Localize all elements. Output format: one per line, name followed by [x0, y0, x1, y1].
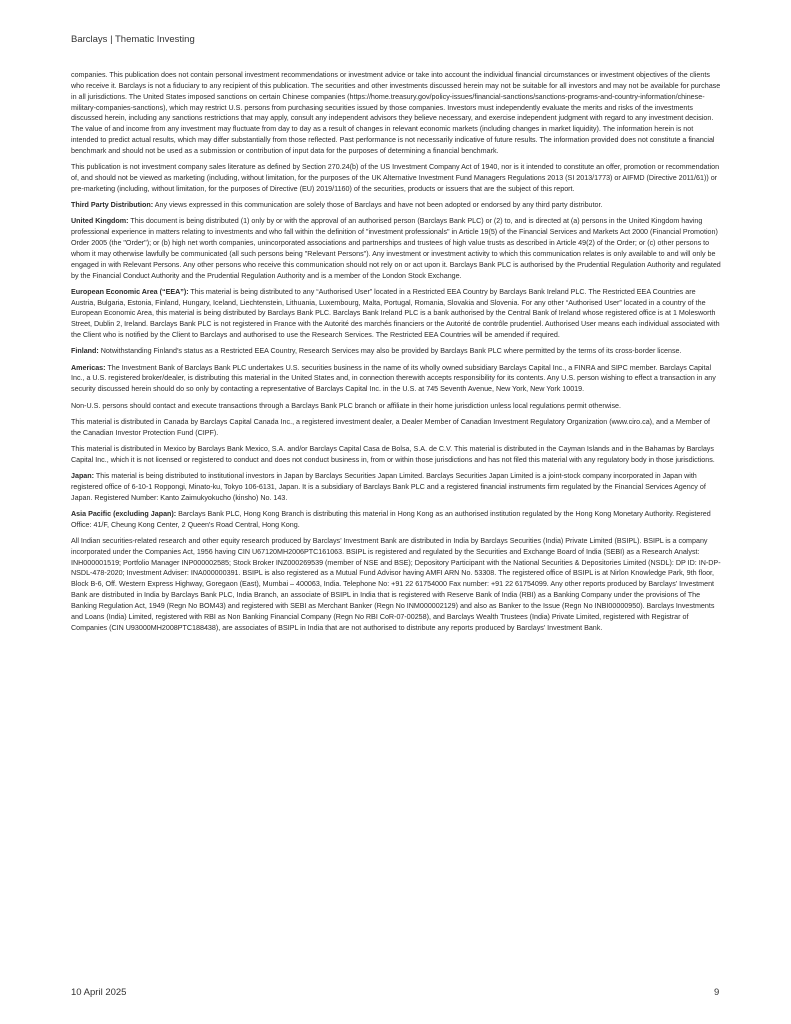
page-number: 9 — [714, 987, 720, 998]
paragraph-text: This material is distributed in Canada by Barclays Capital Canada Inc., a registered investment dealer, a Dealer Member of Canadian Investment Regulatory Organization (www.ciro.ca), and a Member of the Canadian Investor Protection Fund (CIPF). — [71, 417, 710, 437]
paragraph-non-us — [71, 401, 721, 412]
paragraph-third-party — [71, 200, 721, 211]
paragraph-text: companies. This publication does not contain personal investment recommendations or investment advice or take into account the individual financial circumstances or investment objectives of the clients who receive it. Barclays is not a fiduciary to any recipient of this publication. The securities and other investments discussed herein may not be suitable for all investors and may not be available for purchase in all jurisdictions. The United States imposed sanctions on certain Chinese companies (https://home.treasury.gov/policy-issues/financial-sanctions/sanctions-programs-and-country-information/chinese-military-companies-sanctions), which may restrict U.S. persons from purchasing securities issued by those companies. Investors must independently evaluate the merits and risks of the investments discussed herein, including any sanctions restrictions that may apply, consult any independent advisors they believe necessary, and exercise independent judgment with regard to any investment decision. The value of and income from any investment may fluctuate from day to day as a result of changes in relevant economic markets (including changes in market liquidity). The information herein is not intended to predict actual results, which may differ substantially from those reflected. Past performance is not necessarily indicative of future results. The information provided does not constitute a financial benchmark and should not be used as a submission or contribution of input data for the purposes of determining a financial benchmark. — [71, 71, 721, 155]
paragraph-label: Finland: — [71, 347, 99, 356]
paragraph-americas — [71, 363, 721, 396]
paragraph-text: Non-U.S. persons should contact and execute transactions through a Barclays Bank PLC branch or affiliate in their home jurisdiction unless local regulations permit otherwise. — [71, 401, 621, 410]
paragraph-sales-literature — [71, 162, 721, 195]
paragraph-japan — [71, 471, 721, 504]
paragraph-asia-pacific — [71, 509, 721, 531]
paragraph-label: Third Party Distribution: — [71, 201, 154, 210]
paragraph-mexico — [71, 444, 721, 466]
paragraph-text: This publication is not investment company sales literature as defined by Section 270.24(b) of the US Investment Company Act of 1940, nor is it intended to constitute an offer, promotion or recommendation of, and should not be viewed as marketing (including, without limitation, for the purposes of the UK Alternative Investment Fund Managers Regulations 2013 (SI 2013/1773) or AIFMD (Directive 2011/61)) or pre-marketing (including, without limitation, for the purposes of Directive (EU) 2019/1160) of the securities, products or issuers that are the subject of this report. — [71, 163, 720, 193]
disclaimer-body — [71, 70, 721, 639]
paragraph-label: Asia Pacific (excluding Japan): — [71, 509, 177, 518]
paragraph-text: All Indian securities-related research and other equity research produced by Barclays’ Investment Bank are distributed in India by Barclays Securities (India) Private Limited (BSIPL). BSIPL is a company incorporated under the Companies Act, 1956 having CIN U67120MH2006PTC161063. BSIPL is registered and regulated by the Securities and Exchange Board of India (SEBI) as a Research Analyst: INH000001519; Portfolio Manager INP000002585; Stock Broker INZ000269539 (member of NSE and BSE); Depository Participant with the National Securities & Depositories Limited (NSDL): DP ID: IN-DP-NSDL-478-2020; Investment Adviser: INA000000391. BSIPL is also registered as a Mutual Fund Advisor having AMFI ARN No. 53308. The registered office of BSIPL is at Nirlon Knowledge Park, 9th floor, Block B-6, Off. Western Express Highway, Goregaon (East), Mumbai – 400063, India. Telephone No: +91 22 61754000 Fax number: +91 22 61754099. Any other reports produced by Barclays’ Investment Bank are distributed in India by Barclays Bank PLC, India Branch, an associate of BSIPL in India that is registered with Reserve Bank of India (RBI) as a Banking Company under the provisions of The Banking Regulation Act, 1949 (Regn No BOM43) and registered with SEBI as Merchant Banker (Regn No INM000002129) and also as Banker to the Issue (Regn No INBI00000950). Barclays Investments and Loans (India) Limited, registered with RBI as Non Banking Financial Company (Regn No RBI CoR-07-00258), and Barclays Wealth Trustees (India) Private Limited, registered with Registrar of Companies (CIN U93000MH2008PTC188438), are associates of BSIPL in India that are not authorised to distribute any reports produced by Barclays’ Investment Bank. — [71, 536, 721, 632]
paragraph-text: This material is being distributed to any “Authorised User” located in a Restricted EEA Country by Barclays Bank Ireland PLC. The Restricted EEA Countries are Austria, Bulgaria, Estonia, Finland, Hungary, Iceland, Liechtenstein, Lithuania, Luxembourg, Malta, Portugal, Romania, Slovakia and Slovenia. For any other “Authorised User” located in a country of the European Economic Area, this material is being distributed by Barclays Bank PLC. Barclays Bank Ireland PLC is a bank authorised by the Central Bank of Ireland whose registered office is at 1 Molesworth Street, Dublin 2, Ireland. Barclays Bank PLC is not registered in France with the Autorité des marchés financiers or the Autorité de contrôle prudentiel. Authorised User means each individual associated with the Client who is notified by the Client to Barclays and authorised to use the Research Services. The Restricted EEA Countries will be amended if required. — [71, 287, 720, 340]
paragraph-text: The Investment Bank of Barclays Bank PLC undertakes U.S. securities business in the name of its wholly owned subsidiary Barclays Capital Inc., a FINRA and SIPC member. Barclays Capital Inc., a U.S. registered broker/dealer, is distributing this material in the United States and, in connection therewith accepts responsibility for its contents. Any U.S. person wishing to effect a transaction in any security discussed herein should do so only by contacting a representative of Barclays Capital Inc. in the U.S. at 745 Seventh Avenue, New York, New York 10019. — [71, 363, 716, 394]
paragraph-finland — [71, 346, 721, 357]
footer-date: 10 April 2025 — [71, 987, 127, 998]
paragraph-text: This document is being distributed (1) only by or with the approval of an authorised person (Barclays Bank PLC) or (2) to, and is directed at (a) persons in the United Kingdom having professional experience in matters relating to investments and who fall within the definition of "investment professionals" in Article 19(5) of the Financial Services and Markets Act 2000 (Financial Promotion) Order 2005 (the "Order"); or (b) high net worth companies, unincorporated associations and partnerships and trustees of high value trusts as described in Article 49(2) of the Order; or (c) other persons to whom it may otherwise lawfully be communicated (all such persons being "Relevant Persons"). Any investment or investment activity to which this communication relates is only available to and will only be engaged in with Relevant Persons. Any other persons who receive this communication should not rely on or act upon it. Barclays Bank PLC is authorised by the Prudential Regulation Authority and regulated by the Financial Conduct Authority and the Prudential Regulation Authority and is a member of the London Stock Exchange. — [71, 217, 721, 280]
paragraph-label: Americas: — [71, 363, 106, 372]
paragraph-label: United Kingdom: — [71, 217, 129, 226]
paragraph-eea — [71, 287, 721, 341]
paragraph-united-kingdom — [71, 216, 721, 281]
paragraph-canada — [71, 417, 721, 439]
paragraph-label: Japan: — [71, 471, 95, 480]
paragraph-india — [71, 536, 721, 634]
page-header: Barclays | Thematic Investing — [71, 34, 195, 45]
paragraph-text: This material is being distributed to institutional investors in Japan by Barclays Securities Japan Limited. Barclays Securities Japan Limited is a joint-stock company incorporated in Japan with registered office of 6-10-1 Roppongi, Minato-ku, Tokyo 106-6131, Japan. It is a subsidiary of Barclays Bank PLC and a registered financial instruments firm regulated by the Financial Services Agency of Japan. Registered Number: Kanto Zaimukyokucho (kinsho) No. 143. — [71, 471, 706, 502]
paragraph-general-disclaimer — [71, 70, 721, 157]
paragraph-text: Any views expressed in this communication are solely those of Barclays and have not been adopted or endorsed by any third party distributor. — [153, 201, 603, 210]
paragraph-text: This material is distributed in Mexico by Barclays Bank Mexico, S.A. and/or Barclays Capital Casa de Bolsa, S.A. de C.V. This material is distributed in the Cayman Islands and in the Bahamas by Barclays Capital Inc., which it is not licensed or registered to conduct and does not conduct business in, from or within those jurisdictions and has not filed this material with any regulatory body in those jurisdictions. — [71, 444, 715, 464]
paragraph-label: European Economic Area (“EEA”): — [71, 287, 189, 296]
paragraph-text: Barclays Bank PLC, Hong Kong Branch is distributing this material in Hong Kong as an authorised institution regulated by the Hong Kong Monetary Authority. Registered Office: 41/F, Cheung Kong Center, 2 Queen's Road Central, Hong Kong. — [71, 509, 711, 529]
paragraph-text: Notwithstanding Finland’s status as a Restricted EEA Country, Research Services may also be provided by Barclays Bank PLC where permitted by the terms of its cross-border license. — [98, 347, 682, 356]
